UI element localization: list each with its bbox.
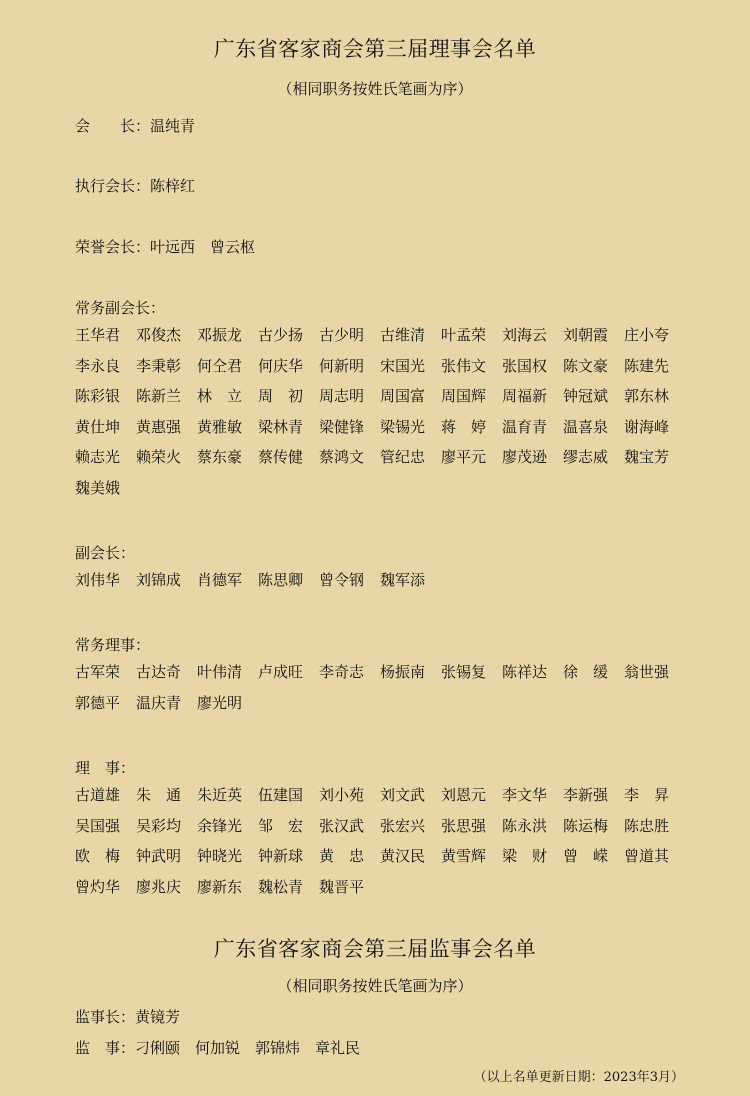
supervisors-label: 监 事： [75,1039,136,1057]
member-name: 曾灼华 [75,877,121,896]
member-name: 宋国光 [380,356,426,375]
president-names: 温纯青 [150,117,196,135]
member-name: 黄惠强 [136,417,182,436]
member-name: 魏军添 [380,571,426,589]
member-name: 梁林青 [258,417,304,436]
member-name: 黄雪辉 [441,847,487,865]
member-name: 吴国强 [75,816,121,835]
executive-president-label: 执行会长： [75,177,151,195]
member-name: 叶伟清 [197,663,243,681]
member-name: 张宏兴 [380,816,426,835]
member-name: 刘文武 [380,786,426,804]
standing-vice-presidents-label: 常务副会长： [75,299,166,317]
member-name: 陈祥达 [502,663,548,681]
member-name: 李永良 [75,356,121,375]
standing-vice-presidents-list [75,320,695,503]
directors-label: 理 事： [75,759,136,777]
council-note: （相同职务按姓氏笔画为序） [277,80,473,98]
member-name: 徐 缓 [563,663,609,681]
member-name: 李奇志 [319,663,365,681]
standing-directors-label: 常务理事： [75,636,151,654]
member-name: 李文华 [502,786,548,804]
member-name: 何庆华 [258,356,304,375]
member-name: 陈思卿 [258,571,304,589]
member-name: 钟武明 [136,847,182,865]
member-name: 廖茂逊 [502,448,548,466]
member-name: 邓振龙 [197,326,243,344]
member-name: 钟冠斌 [563,387,609,405]
member-name: 周国富 [380,387,426,405]
member-name: 张思强 [441,816,487,835]
member-name: 梁锡光 [380,417,426,436]
standing-directors-list [75,657,695,718]
member-name: 陈文豪 [563,356,609,375]
member-name: 陈永洪 [502,816,548,835]
member-name: 李秉彰 [136,356,182,375]
directors-list [75,780,695,902]
member-name: 刘朝霞 [563,326,609,344]
member-name: 余锋光 [197,816,243,835]
member-name: 管纪忠 [380,448,426,466]
member-name: 周国辉 [441,387,487,405]
member-name: 张锡复 [441,663,487,681]
member-name: 周 初 [258,387,304,405]
chief-supervisor-label: 监事长： [75,1008,136,1026]
member-name: 温喜泉 [563,417,609,436]
member-name: 伍建国 [258,786,304,804]
member-name: 陈建先 [624,356,670,375]
member-name: 何仝君 [197,356,243,375]
member-name: 张国权 [502,356,548,375]
member-name: 周福新 [502,387,548,405]
member-name: 周志明 [319,387,365,405]
member-name: 蒋 婷 [441,417,487,436]
update-date-footnote: （以上名单更新日期：2023年3月） [473,1070,684,1085]
member-name: 刘锦成 [136,571,182,589]
member-name: 吴彩均 [136,816,182,835]
member-name: 钟新球 [258,847,304,865]
member-name: 李新强 [563,786,609,804]
member-name: 廖兆庆 [136,877,182,896]
member-name: 王华君 [75,326,121,344]
vice-presidents-list [75,565,695,596]
member-name: 魏松青 [258,877,304,896]
member-name: 林 立 [197,387,243,405]
supervisory-title: 广东省客家商会第三届监事会名单 [213,937,537,961]
member-name: 蔡东豪 [197,448,243,466]
member-name: 廖新东 [197,877,243,896]
member-name: 邹 宏 [258,816,304,835]
member-name: 何新明 [319,356,365,375]
member-name: 谢海峰 [624,417,670,436]
member-name: 梁 财 [502,847,548,865]
member-name: 古维清 [380,326,426,344]
member-name: 古少明 [319,326,365,344]
member-name: 温庆青 [136,693,182,712]
member-name: 蔡鸿文 [319,448,365,466]
member-name: 郭东林 [624,387,670,405]
member-name: 钟晓光 [197,847,243,865]
council-title: 广东省客家商会第三届理事会名单 [213,37,537,61]
member-name: 陈运梅 [563,816,609,835]
member-name: 陈新兰 [136,387,182,405]
member-name: 曾道其 [624,847,670,865]
member-name: 曾令钢 [319,571,365,589]
chief-supervisor-line [75,1006,180,1027]
president-line [75,115,195,136]
member-name: 刘海云 [502,326,548,344]
vice-presidents-label: 副会长： [75,544,136,562]
member-name: 黄汉民 [380,847,426,865]
member-name: 翁世强 [624,663,670,681]
executive-president-names: 陈梓红 [150,177,196,195]
chief-supervisor-names: 黄镜芳 [135,1008,181,1026]
member-name: 黄仕坤 [75,417,121,436]
member-name: 蔡传健 [258,448,304,466]
member-name: 赖荣火 [136,448,182,466]
member-name: 张汉武 [319,816,365,835]
member-name: 邓俊杰 [136,326,182,344]
member-name: 魏宝芳 [624,448,670,466]
member-name: 李 昇 [624,786,670,804]
member-name: 庄小夸 [624,326,670,344]
member-name: 梁健锋 [319,417,365,436]
member-name: 廖平元 [441,448,487,466]
member-name: 陈彩银 [75,387,121,405]
honorary-president-names: 叶远西 曾云枢 [150,238,256,256]
member-name: 古道雄 [75,786,121,804]
member-name: 刘伟华 [75,571,121,589]
supervisors-names: 刁俐颐 何加锐 郭锦炜 章礼民 [135,1039,361,1057]
member-name: 古军荣 [75,663,121,681]
member-name: 肖德军 [197,571,243,589]
member-name: 朱近英 [197,786,243,804]
member-name: 古达奇 [136,663,182,681]
member-name: 杨振南 [380,663,426,681]
member-name: 卢成旺 [258,663,304,681]
supervisors-line [75,1037,360,1058]
member-name: 郭德平 [75,693,121,712]
member-name: 魏美娥 [75,478,121,497]
member-name: 刘小苑 [319,786,365,804]
supervisory-note: （相同职务按姓氏笔画为序） [277,977,473,995]
member-name: 古少扬 [258,326,304,344]
member-name: 刘恩元 [441,786,487,804]
member-name: 黄 忠 [319,847,365,865]
member-name: 朱 通 [136,786,182,804]
member-name: 叶孟荣 [441,326,487,344]
member-name: 欧 梅 [75,847,121,865]
president-label: 会 长： [75,117,151,135]
member-name: 温育青 [502,417,548,436]
member-name: 黄雅敏 [197,417,243,436]
member-name: 曾 嵘 [563,847,609,865]
member-name: 赖志光 [75,448,121,466]
member-name: 缪志威 [563,448,609,466]
honorary-president-label: 荣誉会长： [75,238,151,256]
executive-president-line [75,175,195,196]
member-name: 陈忠胜 [624,816,670,835]
member-name: 魏晋平 [319,877,365,896]
member-name: 张伟文 [441,356,487,375]
member-name: 廖光明 [197,693,243,712]
honorary-president-line [75,236,255,257]
